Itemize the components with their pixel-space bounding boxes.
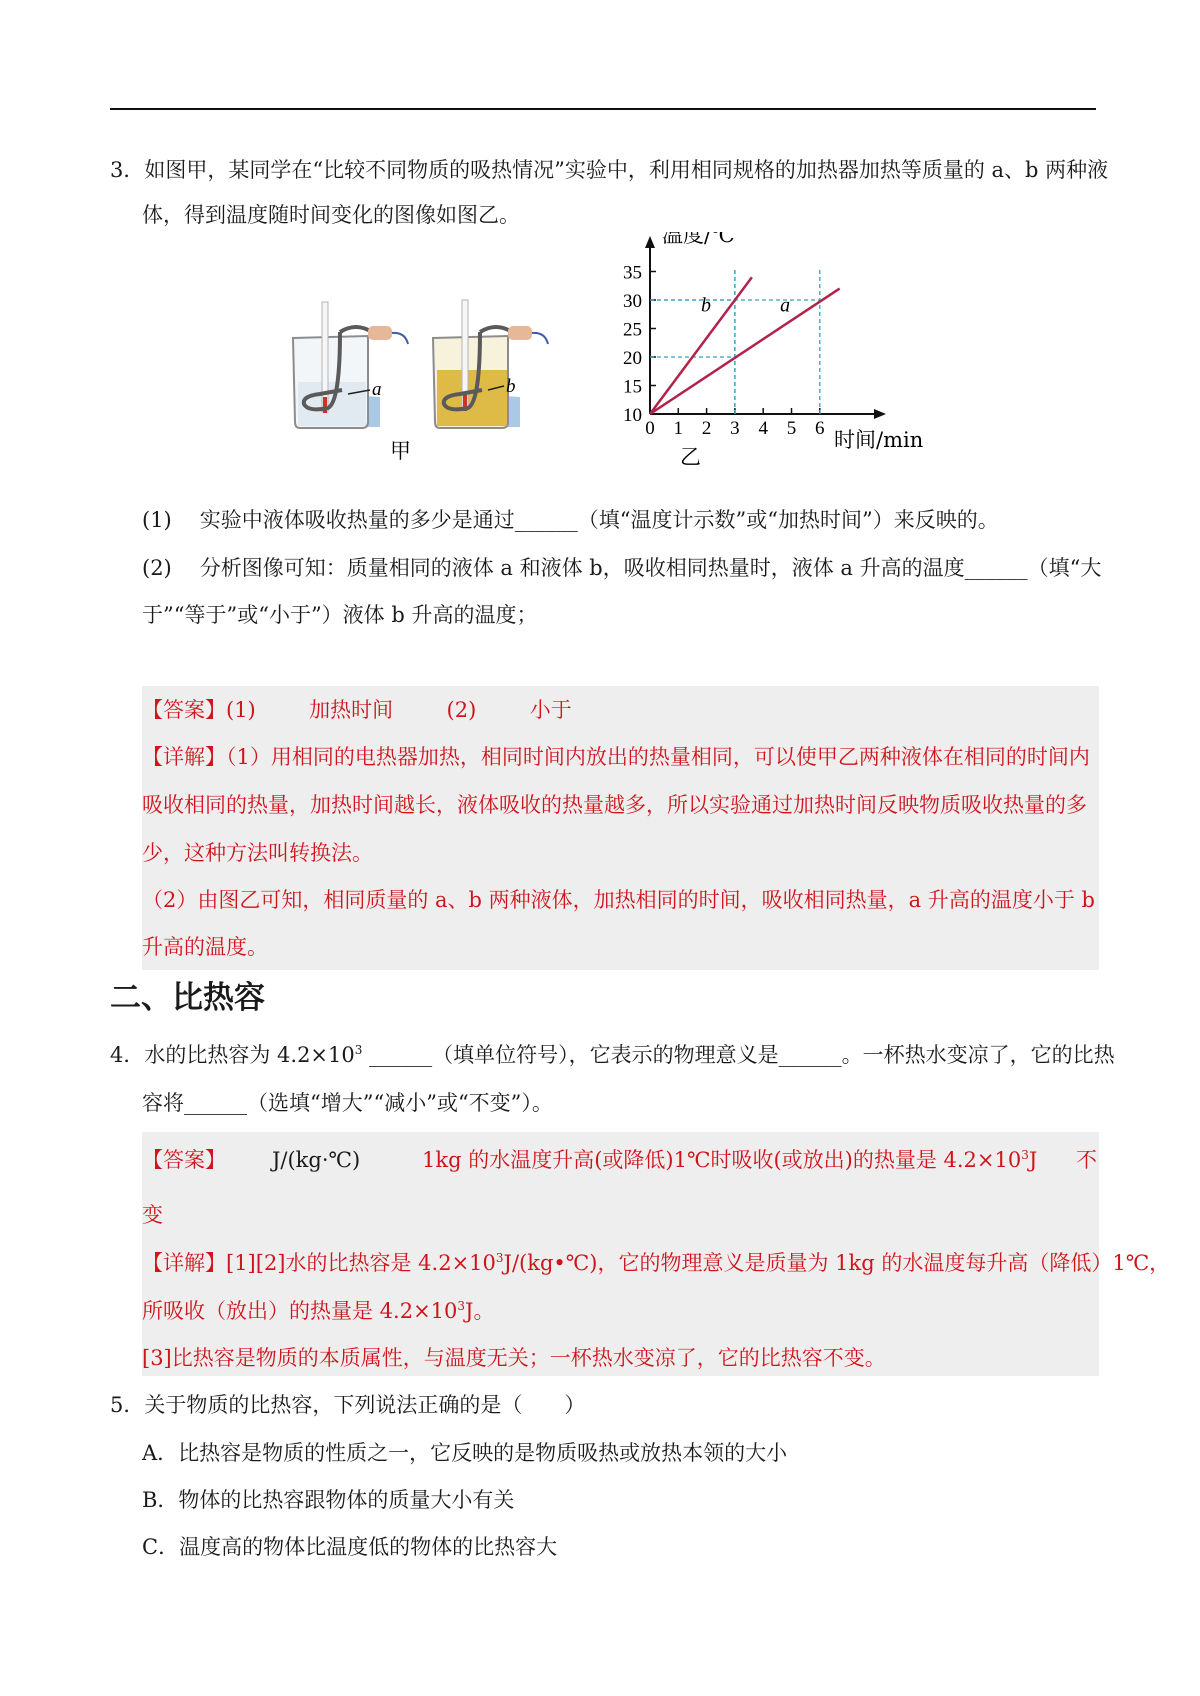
- beaker-b: [433, 300, 548, 428]
- q4-stem-text-a: 4．水的比热容为 4.2×10: [110, 1043, 355, 1067]
- series-line-a: [650, 289, 840, 414]
- q5-option-a: A．比热容是物质的性质之一，它反映的是物质吸热或放热本领的大小: [142, 1441, 788, 1465]
- x-tick-label: 5: [786, 418, 797, 439]
- q4-detail-text1b: J/(kg•℃)，它的物理意义是质量为 1kg 的水温度每升高（降低）1℃，: [503, 1251, 1171, 1275]
- series-label-a: a: [780, 294, 791, 317]
- q4-detail-line2: [142, 1296, 494, 1326]
- y-tick-label: 15: [623, 376, 642, 398]
- y-axis-arrow-icon: [645, 236, 655, 248]
- q4-stem-text-b: ______（填单位符号），它表示的物理意义是______。一杯热水变凉了，它的比热: [362, 1043, 1115, 1067]
- x-tick-label: 1: [673, 418, 684, 439]
- q3-sub2: [142, 553, 1101, 583]
- q3-detail-line2: 吸收相同的热量，加热时间越长，液体吸收的热量越多，所以实验通过加热时间反映物质吸收热量的多: [142, 793, 1087, 817]
- q3-stem-line1: 3．如图甲，某同学在“比较不同物质的吸热情况”实验中，利用相同规格的加热器加热等质量的 a、b 两种液: [110, 158, 1109, 182]
- q4-detail-line3: [3]比热容是物质的本质属性，与温度无关；一杯热水变凉了，它的比热容不变。: [142, 1346, 886, 1370]
- y-tick-label: 10: [623, 405, 642, 426]
- heater-plug-icon: [508, 326, 532, 340]
- q3-sub1: [142, 505, 999, 535]
- q4-answer-meaning-unit: J: [1028, 1148, 1038, 1172]
- y-tick-label: 35: [623, 262, 642, 284]
- q4-detail-sup1: 3: [495, 1251, 504, 1265]
- q5-option-b: B．物体的比热容跟物体的质量大小有关: [142, 1488, 515, 1512]
- q3-figure: [290, 232, 950, 492]
- x-tick-label: 4: [758, 418, 768, 439]
- q3-sub2-number: (2): [142, 556, 172, 580]
- x-axis-arrow-icon: [874, 409, 886, 419]
- figure-yi-caption: 乙: [680, 445, 701, 469]
- q3-detail-text1: （1）用相同的电热器加热，相同时间内放出的热量相同，可以使甲乙两种液体在相同的时间内: [226, 745, 1090, 769]
- q4-detail-text2b: J。: [465, 1299, 495, 1323]
- q5-stem: 5．关于物质的比热容，下列说法正确的是（ ）: [110, 1393, 586, 1417]
- q3-answer: [142, 695, 572, 725]
- x-axis-label: 时间/min: [834, 428, 924, 452]
- q3-sub1-text: 实验中液体吸收热量的多少是通过______（填“温度计示数”或“加热时间”）来反映的。: [199, 508, 999, 532]
- q3-sub1-number: (1): [142, 508, 172, 532]
- q3-answer-box: [142, 686, 1099, 970]
- q3-sub2-line2: 于”“等于”或“小于”）液体 b 升高的温度；: [142, 603, 538, 627]
- q3-detail-line4: （2）由图乙可知，相同质量的 a、b 两种液体，加热相同的时间，吸收相同热量，a 升高的温度小于 b: [142, 888, 1095, 912]
- q4-stem-line1: [110, 1040, 1115, 1070]
- q4-detail-text1a: [1][2]水的比热容是 4.2×10: [226, 1251, 496, 1275]
- heater-plug-icon: [368, 326, 392, 340]
- q3-answer-tag: 【答案】: [142, 698, 226, 722]
- y-tick-label: 30: [623, 291, 642, 312]
- y-axis-label: 温度/℃: [662, 232, 735, 247]
- beaker-b-label: b: [506, 376, 516, 397]
- q4-answer-unit: J/(kg·℃): [272, 1148, 361, 1172]
- q4-stem-line2: 容将______（选填“增大”“减小”或“不变”）。: [142, 1091, 553, 1115]
- y-tick-label: 25: [623, 319, 642, 341]
- q3-detail-tag: 【详解】: [142, 745, 226, 769]
- q4-answer-third-b: 变: [142, 1203, 163, 1227]
- beaker-jia: [293, 302, 408, 428]
- temperature-time-chart: [623, 232, 923, 452]
- header-rule: [110, 108, 1096, 110]
- section-heading: 二、比热容: [110, 980, 265, 1016]
- y-tick-label: 20: [623, 348, 642, 369]
- q4-detail-text2a: 所吸收（放出）的热量是 4.2×10: [142, 1299, 458, 1323]
- q4-detail-line1: [142, 1248, 1170, 1278]
- q4-answer-meaning-text: 1kg 的水温度升高(或降低)1℃时吸收(或放出)的热量是 4.2×10: [422, 1148, 1022, 1172]
- q3-sub2-text: 分析图像可知：质量相同的液体 a 和液体 b，吸收相同热量时，液体 a 升高的温度______（填“大: [199, 556, 1102, 580]
- x-tick-label: 3: [730, 418, 740, 439]
- q4-answer-tag: 【答案】: [142, 1148, 226, 1172]
- q4-answer: [142, 1145, 226, 1175]
- series-label-b: b: [700, 294, 711, 317]
- q4-detail-tag: 【详解】: [142, 1251, 226, 1275]
- q4-answer-third-a: 不: [1076, 1148, 1097, 1172]
- q3-detail-line5: 升高的温度。: [142, 935, 268, 959]
- q4-answer-meaning-sup: 3: [1021, 1148, 1029, 1162]
- x-tick-label: 2: [701, 418, 712, 439]
- q3-detail-line1: [142, 742, 1090, 772]
- beaker-a-label: a: [372, 379, 382, 400]
- q3-stem-line2: 体，得到温度随时间变化的图像如图乙。: [142, 203, 520, 227]
- q3-detail-line3: 少，这种方法叫转换法。: [142, 841, 373, 865]
- q5-option-c: C．温度高的物体比温度低的物体的比热容大: [142, 1535, 558, 1559]
- q4-detail-sup2: 3: [457, 1299, 466, 1313]
- x-tick-label: 0: [645, 418, 655, 439]
- q3-answer-body: (1) 加热时间 (2) 小于: [226, 698, 572, 722]
- figure-jia-caption: 甲: [390, 439, 411, 463]
- x-tick-label: 6: [815, 418, 825, 439]
- q4-stem-sup: 3: [354, 1043, 363, 1057]
- q3-figure-svg: [290, 232, 950, 492]
- q4-answer-meaning: [422, 1145, 1037, 1175]
